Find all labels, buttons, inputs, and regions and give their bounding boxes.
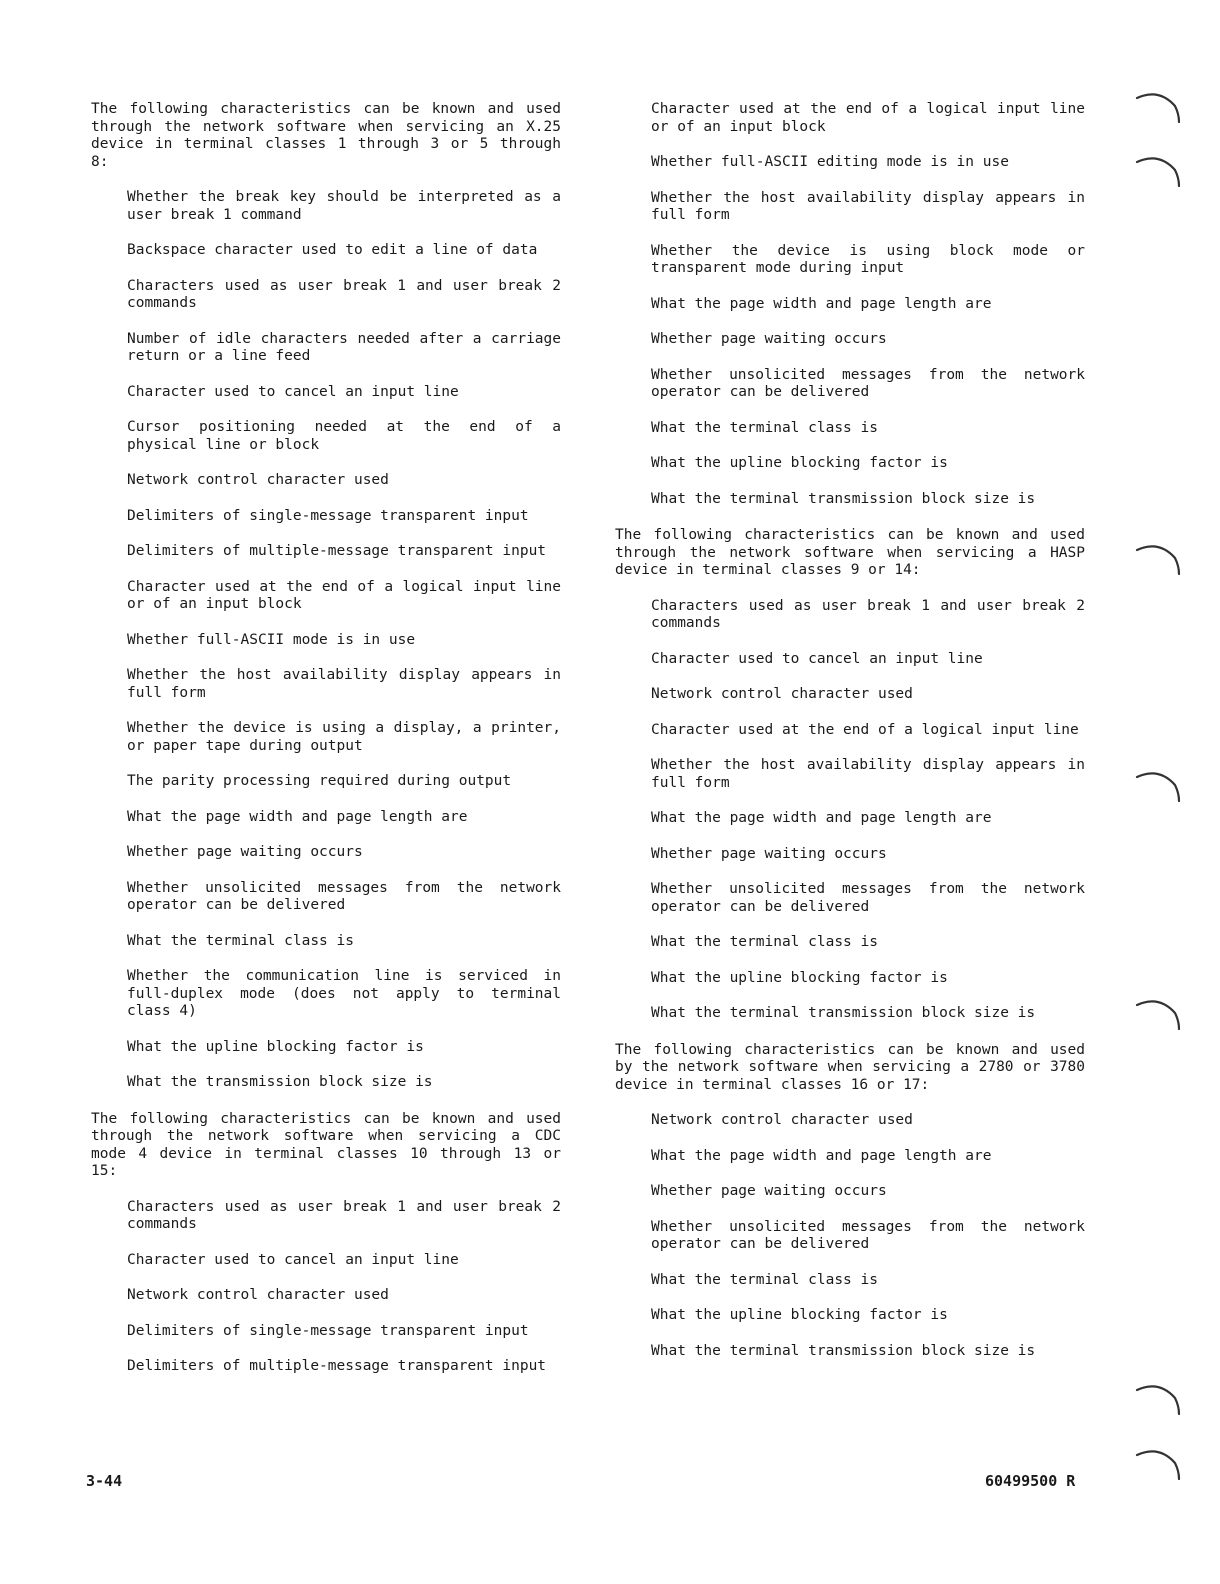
characteristic-item: What the terminal transmission block size is — [651, 1005, 1036, 1021]
characteristic-item: Characters used as user break 1 and user break 2 commands — [127, 277, 570, 311]
characteristic-item: Character used at the end of a logical input line or of an input block — [651, 101, 1094, 135]
revision-mark-icon — [1135, 1380, 1183, 1416]
revision-mark-icon — [1135, 88, 1183, 124]
characteristic-item: Whether unsolicited messages from the network operator can be delivered — [651, 881, 1094, 915]
section-intro: The following characteristics can be known and used through the network software when servicing a CDC mode 4 device in terminal classes 10 through 13 or 15: — [91, 1110, 570, 1179]
characteristic-item: Network control character used — [127, 1287, 389, 1303]
characteristic-item: What the terminal class is — [127, 932, 354, 949]
characteristic-item: Whether page waiting occurs — [127, 844, 363, 860]
characteristic-item: Whether the host availability display appears in full form — [651, 189, 1094, 223]
characteristic-item: Network control character used — [651, 686, 913, 702]
characteristic-item: Character used at the end of a logical input line or of an input block — [127, 578, 570, 612]
characteristic-item: What the terminal class is — [651, 1271, 878, 1288]
characteristic-item: Character used to cancel an input line — [127, 1251, 459, 1268]
characteristic-item: What the upline blocking factor is — [651, 1307, 948, 1323]
characteristic-item: What the page width and page length are — [127, 808, 468, 825]
characteristic-item: Whether the device is using a display, a printer, or paper tape during output — [127, 720, 570, 754]
characteristic-item: Whether the communication line is serviced in full-duplex mode (does not apply to terminal class 4) — [127, 968, 570, 1019]
characteristic-item: Whether full-ASCII mode is in use — [127, 631, 416, 648]
characteristic-item: What the terminal transmission block size is — [651, 1342, 1036, 1359]
characteristic-item: Number of idle characters needed after a carriage return or a line feed — [127, 330, 570, 364]
characteristic-item: Whether unsolicited messages from the network operator can be delivered — [651, 1218, 1094, 1252]
characteristic-item: Characters used as user break 1 and user break 2 commands — [127, 1198, 570, 1232]
characteristic-item: Characters used as user break 1 and user break 2 commands — [651, 597, 1094, 631]
characteristic-item: What the upline blocking factor is — [127, 1038, 424, 1055]
characteristic-item: Network control character used — [651, 1112, 913, 1128]
characteristic-item: Character used to cancel an input line — [651, 650, 983, 667]
characteristic-item: Cursor positioning needed at the end of a physical line or block — [127, 419, 570, 453]
characteristic-item: Whether the host availability display appears in full form — [651, 757, 1094, 791]
characteristic-item: Whether unsolicited messages from the network operator can be delivered — [651, 366, 1094, 400]
characteristic-item: Backspace character used to edit a line of data — [127, 242, 538, 258]
section-intro: The following characteristics can be known and used through the network software when servicing a HASP device in terminal classes 9 or 14: — [615, 527, 1094, 578]
characteristic-item: Network control character used — [127, 472, 389, 488]
document-number: 60499500 R — [985, 1472, 1076, 1490]
characteristic-item: What the page width and page length are — [651, 295, 992, 312]
page-number: 3-44 — [86, 1472, 123, 1490]
characteristic-item: What the transmission block size is — [127, 1074, 433, 1090]
characteristic-item: What the terminal class is — [651, 419, 878, 436]
revision-mark-icon — [1135, 540, 1183, 576]
characteristic-item: Character used to cancel an input line — [127, 383, 459, 400]
characteristic-item: What the terminal class is — [651, 934, 878, 950]
characteristic-item: Whether page waiting occurs — [651, 1183, 887, 1199]
characteristic-item: What the terminal transmission block size is — [651, 490, 1036, 507]
characteristic-item: What the upline blocking factor is — [651, 969, 948, 986]
characteristic-item: The parity processing required during output — [127, 773, 512, 789]
characteristic-item: Whether page waiting occurs — [651, 845, 887, 862]
characteristic-item: Delimiters of multiple-message transparent input — [127, 1358, 547, 1374]
revision-mark-icon — [1135, 767, 1183, 803]
characteristic-item: Whether the device is using block mode or transparent mode during input — [651, 242, 1094, 276]
section-intro: The following characteristics can be known and used through the network software when servicing an X.25 device in terminal classes 1 through 3 or 5 through 8: — [91, 101, 570, 170]
characteristic-item: Whether unsolicited messages from the network operator can be delivered — [127, 879, 570, 913]
characteristic-item: Whether full-ASCII editing mode is in use — [651, 154, 1009, 170]
characteristic-item: Delimiters of multiple-message transparent input — [127, 543, 547, 559]
section-intro: The following characteristics can be known and used by the network software when servicing a 2780 or 3780 device in terminal classes 16 or 17: — [615, 1041, 1094, 1093]
characteristic-item: What the page width and page length are — [651, 1147, 992, 1164]
characteristic-item: Delimiters of single-message transparent input — [127, 507, 529, 524]
characteristic-item: Whether page waiting occurs — [651, 331, 887, 347]
revision-mark-icon — [1135, 152, 1183, 188]
characteristic-item: Whether the host availability display appears in full form — [127, 667, 570, 701]
characteristic-item: Character used at the end of a logical input line — [651, 721, 1079, 738]
revision-mark-icon — [1135, 995, 1183, 1031]
characteristic-item: Whether the break key should be interpreted as a user break 1 command — [127, 189, 570, 223]
characteristic-item: What the page width and page length are — [651, 810, 992, 826]
revision-mark-icon — [1135, 1445, 1183, 1481]
characteristic-item: What the upline blocking factor is — [651, 455, 948, 471]
left-column — [91, 101, 570, 1395]
right-column — [615, 101, 1094, 1379]
characteristic-item: Delimiters of single-message transparent input — [127, 1322, 529, 1339]
